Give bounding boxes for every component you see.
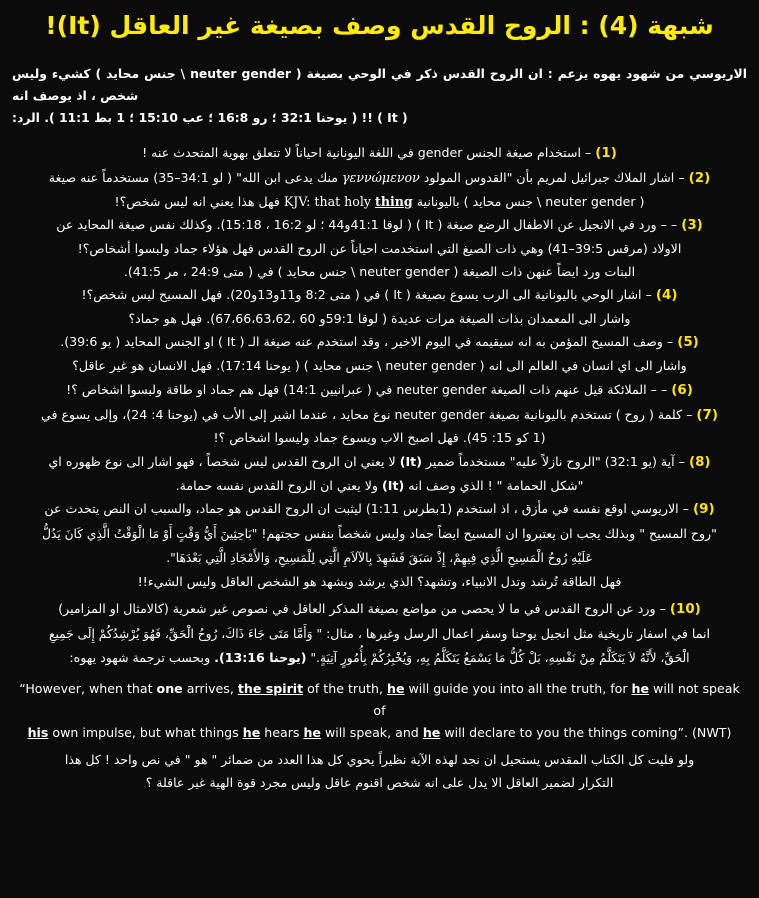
eq-seg: will guide you into all the truth, for xyxy=(404,680,632,696)
item-text-a: ورد في الانجيل عن الاطفال الرضع صيغة ( It ) ( لوقا 41:1و44 ؛ لو 16:2 ، 15:18). وكذلك نفس صيغة المحايد عن xyxy=(56,217,657,233)
item-text-b: واشار الى اي انسان في العالم الى انه ( neuter gender \ جنس محايد ) ( يوحنا 17:14). فهل الانسان هو غير عاقل؟ xyxy=(72,358,687,374)
item-marker: (1) xyxy=(595,146,617,162)
item-marker: (2) xyxy=(688,171,711,187)
item-marker: (10) xyxy=(669,602,701,618)
eq-seg: of the truth, xyxy=(303,680,387,696)
scripture-quote-line-1: " وَأَمَّا مَتَى جَاءَ ذَاكَ، رُوحُ الْحَقِّ، فَهُوَ يُرْشِدُكُمْ إِلَى جَمِيعِ xyxy=(48,627,323,642)
item-text-a: اشار الوحي باليونانية الى الرب يسوع بصيغة ( It ) في ( متى 8:2 و11و13و20). فهل المسيح ليس شخص؟! xyxy=(81,287,642,303)
item-text-b: "روح المسيح " وبذلك يجب ان يعتبروا ان المسيح ايضاً جماد وليس شخصاً بنفس حجتهم! xyxy=(261,525,717,541)
item-dash: – xyxy=(645,287,652,303)
list-item xyxy=(12,331,747,377)
eq-emph-one: one xyxy=(156,680,183,696)
item-text-c: فهل الطاقة تُرشد وتدل الانبياء، وتشهد؟ الذي يرشد ويشهد هو الشخص العاقل وليس الشيء!! xyxy=(137,573,622,589)
eq-emph-he: he xyxy=(303,724,321,740)
eq-emph-he: he xyxy=(422,724,441,740)
kjv-citation xyxy=(284,191,413,213)
item-text-a: وصف المسيح المؤمن به انه سيقيمه في اليوم الاخير ، وقد استخدم عنه صيغة الـ ( It ) او الجنس المحايد ( يو 39:6). xyxy=(60,334,663,350)
item-text-b: منك يدعى ابن الله" ( لو 34:1–35) مستخدماً عنه صيغة xyxy=(48,170,339,186)
list-item xyxy=(12,498,747,593)
scripture-quote-line-2: الْحَقِّ، لأَنَّهُ لاَ يَتَكَلَّمُ مِنْ نَفْسِهِ، بَلْ كُلُّ مَا يَسْمَعُ يَتَكَلَّمُ بِهِ، وَيُخْبِرُكُمْ بِأُمُورٍ آتِيَةٍ." xyxy=(310,651,690,666)
item-dash: – – xyxy=(660,217,678,233)
closing-paragraph xyxy=(0,744,759,794)
item-dash: – xyxy=(678,170,685,186)
item-text-a: كلمة ( روح ) تستخدم باليونانية بصيغة neuter gender نوع محايد ، عندما اشير إلى الأب في (يوحنا 4: 24)، وإلى يسوع في xyxy=(41,406,683,422)
item-marker: (8) xyxy=(688,454,711,470)
item-text-b: واشار الى المعمدان بذات الصيغة مرات عديدة ( لوقا 59:1و 60 ،67،66،63،62). فهل هو جماد؟ xyxy=(128,311,631,327)
english-nwt-quote xyxy=(0,672,759,744)
item-text: استخدام صيغة الجنس gender في اللغة اليونانية احياناً لا تتعلق بهوية المتحدث عنه ! xyxy=(142,145,581,161)
item-marker: (6) xyxy=(671,382,693,398)
english-quote-line-1 xyxy=(18,678,741,722)
reply-label: الرد: xyxy=(12,109,40,125)
intro-paragraph xyxy=(0,45,759,128)
item-text-a: آية (يو 32:1) "الروح نازلاً عليه" مستخدماً ضمير xyxy=(425,453,675,469)
list-item xyxy=(12,598,747,671)
item-text-c: ( neuter gender \ جنس محايد ) باليونانية xyxy=(416,194,645,210)
eq-emph-his: his xyxy=(27,724,49,740)
item-text-a: ورد عن الروح القدس في ما لا يحصى من مواضع بصيغة المذكر العاقل في نصوص غير شعرية (كالامثال او المزامير) xyxy=(58,601,656,617)
item-text-a: اشار الملاك جبرائيل لمريم بأن "القدوس المولود xyxy=(423,170,675,186)
eq-seg: will not speak of xyxy=(373,680,740,718)
item-text-b: لا يعني ان الروح القدس ليس شخصاً ، فهو اشار الى نوع ظهوره اي xyxy=(48,453,396,469)
list-item xyxy=(12,142,747,166)
scripture-quote-line-2: عَلَيْهِ رُوحُ الْمَسِيحِ الَّذِي فِيهِمْ، إِذْ سَبَقَ فَشَهِدَ بِالآلاَمِ الَّتِي لِلْمَسِيحِ، وَالأَمْجَادِ الَّتِي بَعْدَهَا". xyxy=(166,551,593,566)
pronoun-it-bold: (It) xyxy=(382,477,405,493)
item-dash: – xyxy=(686,406,693,422)
eq-seg: will declare to you the things coming”. (NWT) xyxy=(440,724,732,740)
eq-emph-he: he xyxy=(386,680,405,696)
english-quote-line-2 xyxy=(18,722,741,744)
eq-seg: own impulse, but what things xyxy=(48,724,243,740)
list-item xyxy=(12,404,747,450)
scripture-reference: (يوحنا 13:16). xyxy=(214,650,307,666)
list-item xyxy=(12,167,747,213)
list-item xyxy=(12,284,747,330)
page-title: شبهة (4) : الروح القدس وصف بصيغة غير العاقل (It)! xyxy=(45,11,714,40)
list-item xyxy=(12,214,747,283)
item-marker: (4) xyxy=(655,288,678,304)
item-dash: – xyxy=(584,145,592,161)
item-marker: (9) xyxy=(693,502,715,518)
item-text-c: البنات ورد ايضاً عنهن ذات الصيغة ( neuter gender \ جنس محايد ) في ( متى 24:9 ، مر 41:5). xyxy=(123,263,636,279)
eq-emph-he: he xyxy=(631,680,650,696)
greek-word: γεννώμενον xyxy=(342,170,420,186)
item-text-a: الاريوسي اوقع نفسه في مأزق ، اذ استخدم (1بطرس 1:11) ليثبت ان الروح القدس هو جماد، والسبب ان النص يتحدث عن xyxy=(44,501,679,517)
intro-refs: ( It ) !! ( يوحنا 32:1 ؛ رو 16:8 ؛ عب 15:10 ؛ 1 بط 11:1 ). xyxy=(44,109,408,125)
list-item xyxy=(12,451,747,497)
closing-line-1: ولو فليت كل الكتاب المقدس يستحيل ان نجد لهذه الآية نظيراً يحوي كل هذا العدد من ضمائر " هو " في نص واحد ! كل هذا xyxy=(64,751,695,767)
kjv-label: KJV: that holy xyxy=(283,194,371,210)
item-dash: – xyxy=(678,453,685,469)
item-marker: (7) xyxy=(696,407,718,423)
eq-seg: hears xyxy=(260,724,304,740)
title-bar xyxy=(0,0,759,45)
eq-emph-he: he xyxy=(242,724,261,740)
intro-line-1: الاريوسي من شهود يهوه يزعم : ان الروح القدس ذكر في الوحي بصيغة ( neuter gender \ جنس محايد ) كشيء وليس شخص ، اذ يوصف انه xyxy=(12,66,748,103)
argument-list xyxy=(0,132,759,670)
item-dash: – – xyxy=(650,381,668,397)
item-dash: – xyxy=(682,501,689,517)
item-text-b: انما في اسفار تاريخية مثل انجيل يوحنا وسفر اعمال الرسل وغيرها ، مثال: xyxy=(326,626,711,642)
closing-line-2: التكرار لضمير العاقل الا يدل على انه شخص اقنوم عاقل وليس مجرد قوة الهية غير عاقلة ؟ xyxy=(145,775,614,791)
item-text-d: ولا يعني ان الروح القدس نفسه حمامة. xyxy=(175,477,378,493)
eq-seg: “However, when that xyxy=(19,680,157,696)
item-marker: (5) xyxy=(677,335,699,351)
intro-line-2 xyxy=(12,107,747,129)
item-dash: – xyxy=(659,601,666,617)
item-text-d: فهل هذا يعني انه ليس شخص؟! xyxy=(114,194,280,210)
item-text-c: وبحسب ترجمة شهود يهوه: xyxy=(69,650,211,666)
item-text-b: الاولاد (مرقس 39:5–41) وهي ذات الصيغ التي استخدمت احياناً عن الروح القدس فهل هؤلاء جماد ولبسوا أشخاص؟! xyxy=(77,241,682,257)
scripture-quote-line-1: "بَاحِثِينَ أَيُّ وَقْتٍ أَوْ مَا الْوَقْتُ الَّذِي كَانَ يَدُلُّ xyxy=(42,526,258,541)
eq-emph-the-spirit: the spirit xyxy=(237,680,304,696)
item-marker: (3) xyxy=(681,218,703,234)
item-text: الملائكة قيل عنهم ذات الصيغة neuter gender في ( عبرانيين 14:1) فهل هم جماد او طاقة ولبسوا اشخاص ؟! xyxy=(66,381,647,397)
eq-seg: arrives, xyxy=(182,680,238,696)
eq-seg: will speak, and xyxy=(320,724,423,740)
item-dash: – xyxy=(666,334,674,350)
kjv-emphasis: thing xyxy=(375,194,413,210)
item-text-c: "شكل الحمامة " ! الذي وصف انه xyxy=(408,477,584,493)
item-text-b: (1 كو 15: 45). فهل اصبح الاب ويسوع جماد وليسوا اشخاص ؟! xyxy=(213,430,546,446)
list-item xyxy=(12,379,747,403)
pronoun-it-bold: (It) xyxy=(399,453,422,469)
